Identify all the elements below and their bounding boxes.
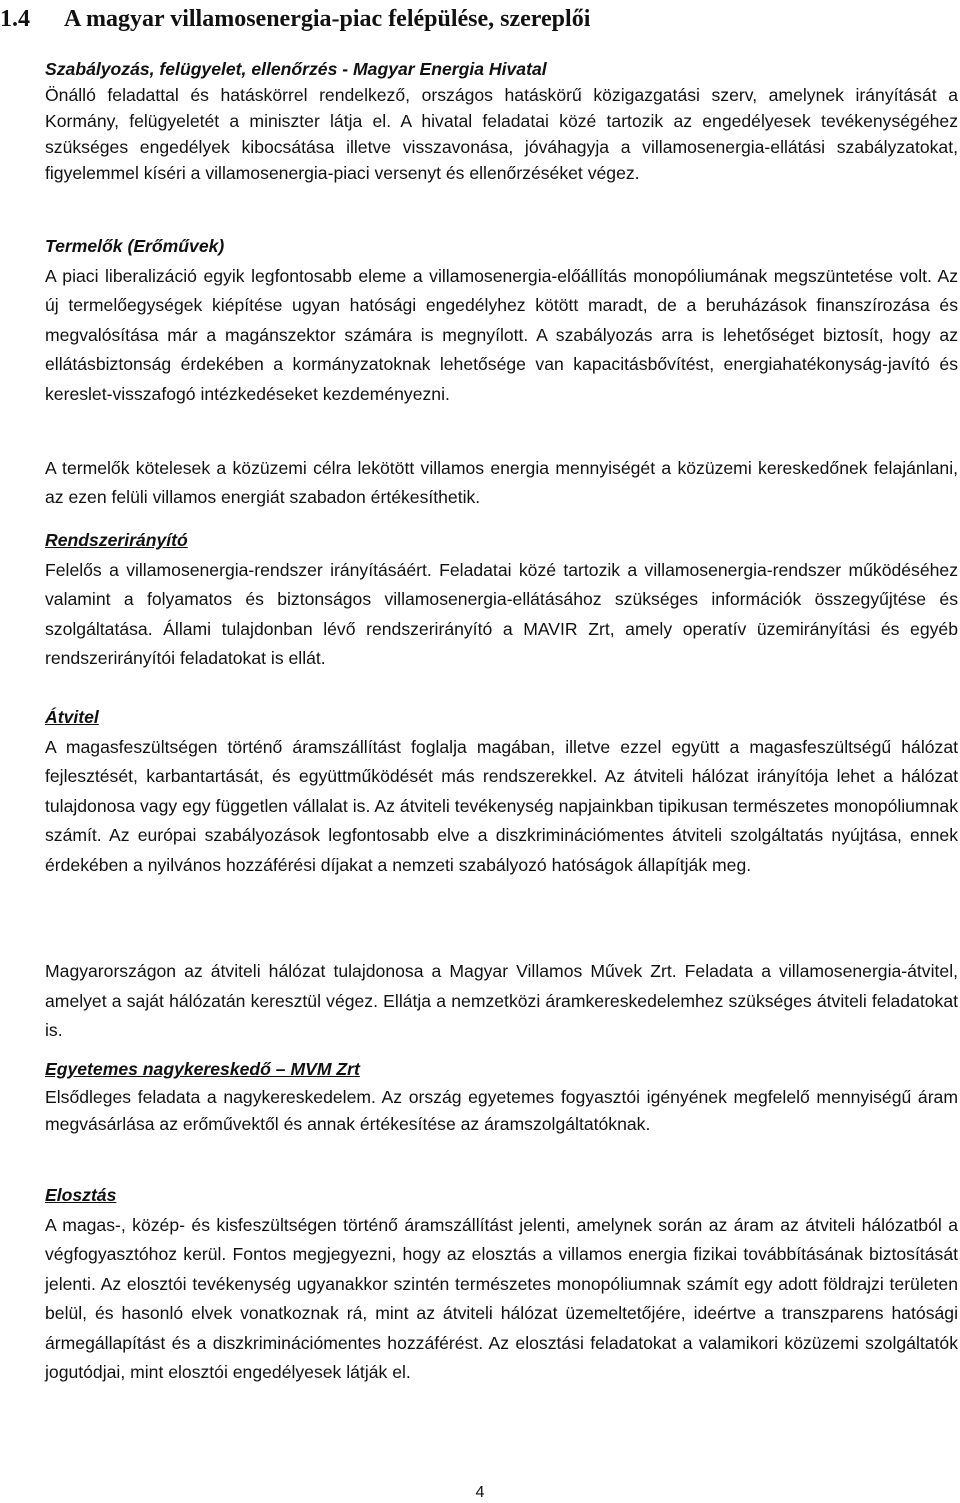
producers-title: Termelők (Erőművek) (45, 236, 225, 256)
regulation-section (45, 56, 958, 186)
transmission-body-2: Magyarországon az átviteli hálózat tulajdonosa a Magyar Villamos Művek Zrt. Feladata a villamosenergia-átvitel, amelyet a saját hálózatán keresztül végez. Ellátja a nemzetközi áramkereskedelemhez szükséges átviteli feladatokat is. (45, 961, 958, 1040)
page-number: 4 (475, 1484, 485, 1501)
section-title: A magyar villamosenergia-piac felépülése, szereplői (64, 6, 591, 32)
transmission-section-2 (45, 957, 958, 1046)
transmission-body: A magasfeszültségen történő áramszállítást foglalja magában, illetve ezzel együtt a magasfeszültségű hálózat fejlesztését, karbantartását, és együttműködését más rendszerekkel. Az átviteli hálózat irányítója lehet a hálózat tulajdonosa vagy egy független vállalat is. Az átviteli tevékenység napjainkban tipikusan természetes monopóliumnak számít. Az európai szabályozások legfontosabb elve a diszkriminációmentes átviteli szolgáltatás nyújtása, ennek érdekében a nyilvános hozzáférési díjakat a nemzeti szabályozó hatóságok állapítják meg. (45, 736, 958, 875)
distribution-title: Elosztás (45, 1185, 117, 1205)
wholesaler-title: Egyetemes nagykereskedő – MVM Zrt (45, 1059, 360, 1079)
wholesaler-body: Elsődleges feladata a nagykereskedelem. Az ország egyetemes fogyasztói igényének megfelelő mennyiségű áram megvásárlása az erőművektől és annak értékesítése az áramszolgáltatóknak. (45, 1086, 958, 1134)
regulation-body: Önálló feladattal és hatáskörrel rendelkező, országos hatáskörű közigazgatási szerv, amelynek irányítását a Kormány, felügyeletét a miniszter látja el. A hivatal feladatai közé tartozik az engedélyesek tevékenységéhez szükséges engedélyek kibocsátása illetve visszavonása, jóváhagyja a villamosenergia-ellátási szabályzatokat, figyelemmel kíséri a villamosenergia-piaci versenyt és ellenőrzéséket végez. (45, 85, 958, 183)
transmission-title: Átvitel (45, 707, 99, 727)
producers-body: A piaci liberalizáció egyik legfontosabb eleme a villamosenergia-előállítás monopóliumának megszüntetése volt. Az új termelőegységek kiépítése ugyan hatósági engedélyhez kötött maradt, de a beruházások finanszírozása és megvalósítása már a magánszektor számára is megnyílott. A szabályozás arra is lehetőséget biztosít, hogy az ellátásbiztonság érdekében a kormányzatoknak lehetősége van kapacitásbővítést, energiahatékonyság-javító és kereslet-visszafogó intézkedéseket kezdeményezni. (45, 265, 958, 404)
wholesaler-section (45, 1056, 958, 1139)
transmission-section (45, 703, 958, 880)
system-operator-title: Rendszerirányító (45, 530, 188, 550)
distribution-section (45, 1181, 958, 1388)
section-heading (0, 4, 960, 34)
regulation-title: Szabályozás, felügyelet, ellenőrzés - Magyar Energia Hivatal (45, 59, 547, 79)
system-operator-section (45, 526, 958, 674)
distribution-body: A magas-, közép- és kisfeszültségen történő áramszállítást jelenti, amelynek során az áram az átviteli hálózatból a végfogyasztóhoz kerül. Fontos megjegyezni, hogy az elosztás a villamos energia fizikai továbbításának biztosítását jelenti. Az elosztói tevékenység ugyanakkor szintén természetes monopóliumnak számít egy adott földrajzi területen belül, és hasonló elvek vonatkoznak rá, mint az átviteli hálózat üzemeltetőjére, ideértve a transzparens hatósági ármegállapítást és a diszkriminációmentes hozzáférést. Az elosztási feladatokat a valamikori közüzemi szolgáltatók jogutódjai, mint elosztói engedélyesek látják el. (45, 1214, 958, 1382)
system-operator-body: Felelős a villamosenergia-rendszer irányításáért. Feladatai közé tartozik a villamosenergia-rendszer működéséhez valamint a folyamatos és biztonságos villamosenergia-ellátásához szükséges információk összegyűjtése és szolgáltatása. Állami tulajdonban lévő rendszerirányító a MAVIR Zrt, amely operatív üzemirányítási és egyéb rendszerirányítói feladatokat is ellát. (45, 559, 958, 668)
section-number: 1.4 (0, 6, 30, 32)
producers-body-2: A termelők kötelesek a közüzemi célra lekötött villamos energia mennyiségét a közüzemi kereskedőnek felajánlani, az ezen felüli villamos energiát szabadon értékesíthetik. (45, 458, 958, 507)
producers-section (45, 232, 958, 409)
producers-section-2 (45, 454, 958, 512)
